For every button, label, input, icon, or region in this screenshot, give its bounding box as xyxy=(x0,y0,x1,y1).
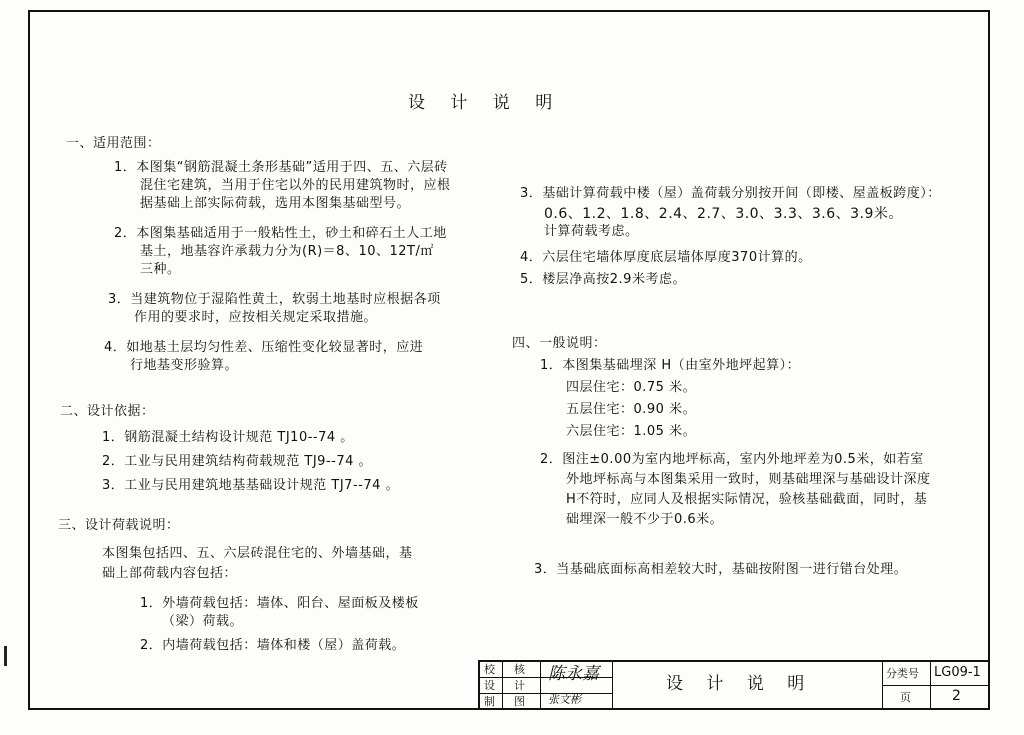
text-line: 2．图注±0.00为室内地坪标高，室内外地坪差为0.5米，如若室 xyxy=(540,452,924,467)
text-line: 2．内墙荷载包括：墙体和楼（屋）盖荷载。 xyxy=(140,638,406,653)
label-drawing-2: 图 xyxy=(514,695,525,708)
text-line: 1．本图集“钢筋混凝土条形基础”适用于四、五、六层砖 xyxy=(114,160,448,175)
text-line: 3．基础计算荷载中楼（屋）盖荷载分别按开间（即楼、屋盖板跨度）： xyxy=(520,186,941,201)
text-line: 三种。 xyxy=(140,262,181,277)
text-line: 1．本图集基础埋深 H（由室外地坪起算）： xyxy=(540,358,801,373)
page-number: 2 xyxy=(952,688,961,704)
text-line: 本图集包括四、五、六层砖混住宅的、外墙基础，基 xyxy=(102,546,413,561)
text-line: 5．楼层净高按2.9米考虑。 xyxy=(520,272,686,287)
text-line: 3．工业与民用建筑地基基础设计规范 TJ7--74 。 xyxy=(102,478,400,493)
text-line: 基土，地基容许承载力分为(R)＝8、10、12T/㎡ xyxy=(140,244,434,259)
text-line: 2．本图集基础适用于一般粘性土，砂土和碎石土人工地 xyxy=(114,226,447,241)
signature-1: 陈永嘉 xyxy=(548,664,599,684)
text-line: 据基础上部实际荷载，选用本图集基础型号。 xyxy=(140,196,411,211)
section-4-heading: 四、一般说明： xyxy=(512,336,607,351)
text-line: 外地坪标高与本图集采用一致时，则基础埋深与基础设计深度 xyxy=(566,472,931,487)
text-line: 行地基变形验算。 xyxy=(130,358,239,373)
label-design: 设 xyxy=(484,679,495,692)
text-line: 作用的要求时，应按相关规定采取措施。 xyxy=(134,310,378,325)
text-line: 3．当基础底面标高相差较大时，基础按附图一进行错台处理。 xyxy=(534,562,908,577)
text-line: 五层住宅：0.90 米。 xyxy=(566,402,697,417)
text-line: 1．钢筋混凝土结构设计规范 TJ10--74 。 xyxy=(102,430,354,445)
text-line: 六层住宅：1.05 米。 xyxy=(566,424,697,439)
label-review: 校 xyxy=(484,663,495,676)
text-line: 0.6、1.2、1.8、2.4、2.7、3.0、3.3、3.6、3.9米。 xyxy=(544,206,903,222)
text-line: 4．如地基土层均匀性差、压缩性变化较显著时，应进 xyxy=(104,340,424,355)
section-2-heading: 二、设计依据： xyxy=(60,404,155,419)
category-label: 分类号 xyxy=(886,667,919,680)
label-review-2: 核 xyxy=(514,663,525,676)
page-title: 设 计 说 明 xyxy=(408,93,563,113)
text-line: 2．工业与民用建筑结构荷载规范 TJ9--74 。 xyxy=(102,454,373,469)
section-1-heading: 一、适用范围： xyxy=(66,136,161,151)
text-line: 四层住宅：0.75 米。 xyxy=(566,380,697,395)
page-label: 页 xyxy=(900,691,911,704)
label-design-2: 计 xyxy=(514,679,525,692)
text-line: 混住宅建筑，当用于住宅以外的民用建筑物时，应根 xyxy=(140,178,451,193)
text-line: 4．六层住宅墙体厚度底层墙体厚度370计算的。 xyxy=(520,250,812,265)
section-3-heading: 三、设计荷载说明： xyxy=(58,518,180,533)
label-drawing: 制 xyxy=(484,695,495,708)
category-value: LG09-1 xyxy=(934,665,981,680)
text-line: 计算荷载考虑。 xyxy=(544,224,639,239)
text-line: （梁）荷载。 xyxy=(162,614,244,629)
drawing-name: 设 计 说 明 xyxy=(666,674,814,694)
title-block xyxy=(478,660,988,708)
text-line: 1．外墙荷载包括：墙体、阳台、屋面板及楼板 xyxy=(140,596,419,611)
text-line: H不符时，应同人及根据实际情况，验核基础截面，同时，基 xyxy=(566,492,928,507)
text-line: 础上部荷载内容包括： xyxy=(102,566,238,581)
text-line: 础埋深一般不少于0.6米。 xyxy=(566,512,724,527)
signature-2: 张文彬 xyxy=(548,693,581,706)
binding-mark xyxy=(4,646,7,666)
text-line: 3．当建筑物位于湿陷性黄土，软弱土地基时应根据各项 xyxy=(108,292,441,307)
